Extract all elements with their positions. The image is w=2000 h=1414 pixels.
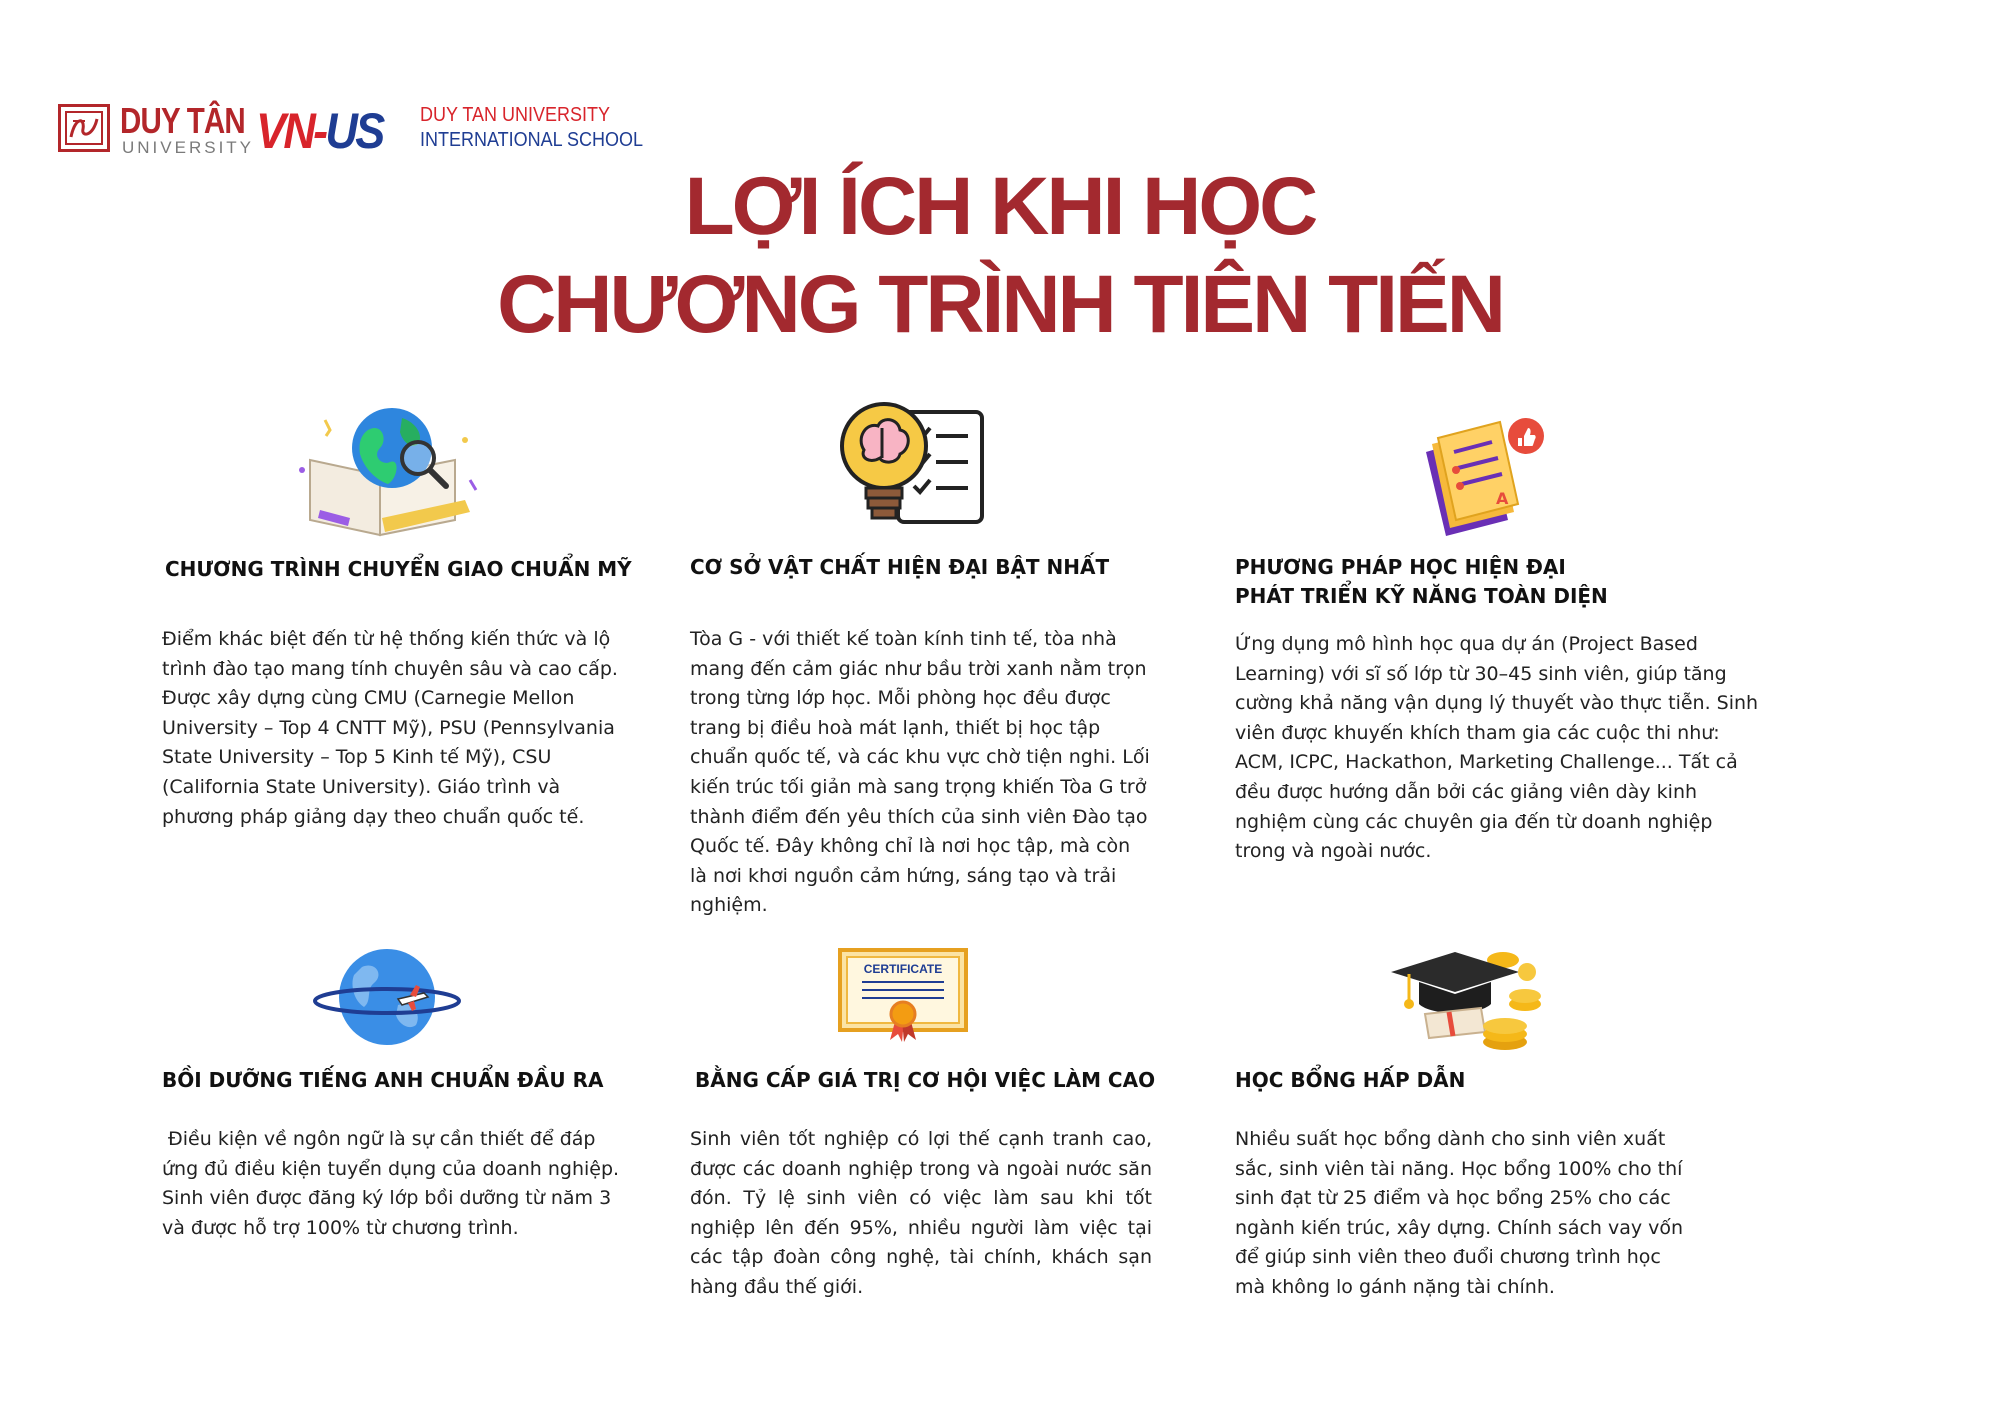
benefit-2-body: Tòa G - với thiết kế toàn kính tinh tế, tòa nhà mang đến cảm giác như bầu trời xanh nằm trọn trong từng lớp học. Mỗi phòng học đều được trang bị điều hoà mát lạnh, thiết bị học tập chuẩn quốc tế, và các khu vực chờ tiện nghi. Lối kiến trúc tối giản mà sang trọng khiến Tòa G trở thành điểm đến yêu thích của sinh viên Đào tạo Quốc tế. Đây không chỉ là nơi học tập, mà còn là nơi khơi nguồn cảm hứng, sáng tạo và trải nghiệm. <box>690 628 1150 917</box>
benefit-3-heading <box>1235 553 1608 611</box>
certificate-icon <box>838 948 968 1043</box>
globe-airplane-icon <box>312 945 462 1054</box>
globe-book-icon <box>290 400 490 544</box>
vnus-logo-vn: VN <box>256 103 314 159</box>
vnus-logo-us: US <box>325 103 383 159</box>
benefit-4-body: Điều kiện về ngôn ngữ là sự cần thiết để đáp ứng đủ điều kiện tuyển dụng của doanh nghiệp. Sinh viên được đăng ký lớp bồi dưỡng từ năm 3 và được hỗ trợ 100% từ chương trình. <box>162 1128 626 1239</box>
benefit-5-heading: BẰNG CẤP GIÁ TRỊ CƠ HỘI VIỆC LÀM CAO <box>695 1068 1156 1092</box>
benefit-3-body: Ứng dụng mô hình học qua dự án (Project Based Learning) với sĩ số lớp từ 30–45 sinh viên, giúp tăng cường khả năng vận dụng lý thuyết vào thực tiễn. Sinh viên được khuyến khích tham gia các cuộc thi như: ACM, ICPC, Hackathon, Marketing Challenge... Tất cả đều được hướng dẫn bởi các giảng viên dày kinh nghiệm cùng các chuyên gia đến từ doanh nghiệp trong và ngoài nước. <box>1235 633 1759 863</box>
benefit-5-body: Sinh viên tốt nghiệp có lợi thế cạnh tranh cao, được các doanh nghiệp trong và ngoài nước săn đón. Tỷ lệ sinh viên có việc làm sau khi tốt nghiệp lên đến 95%, nhiều người làm việc tại các tập đoàn công nghệ, tài chính, khách sạn hàng đầu thế giới. <box>690 1128 1152 1298</box>
page-title-line2: CHƯƠNG TRÌNH TIÊN TIẾN <box>497 259 1503 350</box>
page-title <box>0 158 2000 354</box>
benefit-6-heading: HỌC BỔNG HẤP DẪN <box>1235 1068 1466 1092</box>
dtu-logo-name: DUY TÂN <box>120 100 245 141</box>
intl-school-line1: DUY TAN UNIVERSITY <box>420 104 611 126</box>
documents-like-icon <box>1418 412 1548 541</box>
graduation-cap-coins-icon <box>1385 938 1545 1057</box>
vnus-logo <box>256 102 383 160</box>
benefit-2-heading: CƠ SỞ VẬT CHẤT HIỆN ĐẠI BẬT NHẤT <box>690 555 1110 579</box>
lightbulb-checklist-icon <box>838 398 988 542</box>
page-title-line1: LỢI ÍCH KHI HỌC <box>684 161 1316 252</box>
vnus-logo-dash: - <box>313 103 326 159</box>
benefit-4-heading: BỒI DƯỠNG TIẾNG ANH CHUẨN ĐẦU RA <box>162 1068 604 1092</box>
intl-school-line2: INTERNATIONAL SCHOOL <box>420 129 644 151</box>
benefit-3-heading-line1: PHƯƠNG PHÁP HỌC HIỆN ĐẠI <box>1235 555 1566 579</box>
benefit-6-body: Nhiều suất học bổng dành cho sinh viên xuất sắc, sinh viên tài năng. Học bổng 100% cho thí sinh đạt từ 25 điểm và học bổng 25% cho các ngành kiến trúc, xây dựng. Chính sách vay vốn để giúp sinh viên theo đuổi chương trình học mà không lo gánh nặng tài chính. <box>1235 1128 1684 1298</box>
dtu-logo-sub: UNIVERSITY <box>122 138 255 157</box>
benefit-1-body: Điểm khác biệt đến từ hệ thống kiến thức và lộ trình đào tạo mang tính chuyên sâu và cao cấp. Được xây dựng cùng CMU (Carnegie Mellon University – Top 4 CNTT Mỹ), PSU (Pennsylvania State University – Top 5 Kinh tế Mỹ), CSU (California State University). Giáo trình và phương pháp giảng dạy theo chuẩn quốc tế. <box>162 628 618 828</box>
benefit-1-heading: CHƯƠNG TRÌNH CHUYỂN GIAO CHUẨN MỸ <box>165 557 632 581</box>
dtu-logo-icon <box>58 104 110 152</box>
certificate-label: CERTIFICATE <box>863 962 943 976</box>
benefit-3-heading-line2: PHÁT TRIỂN KỸ NĂNG TOÀN DIỆN <box>1235 584 1608 608</box>
svg-text:A: A <box>1496 489 1509 508</box>
